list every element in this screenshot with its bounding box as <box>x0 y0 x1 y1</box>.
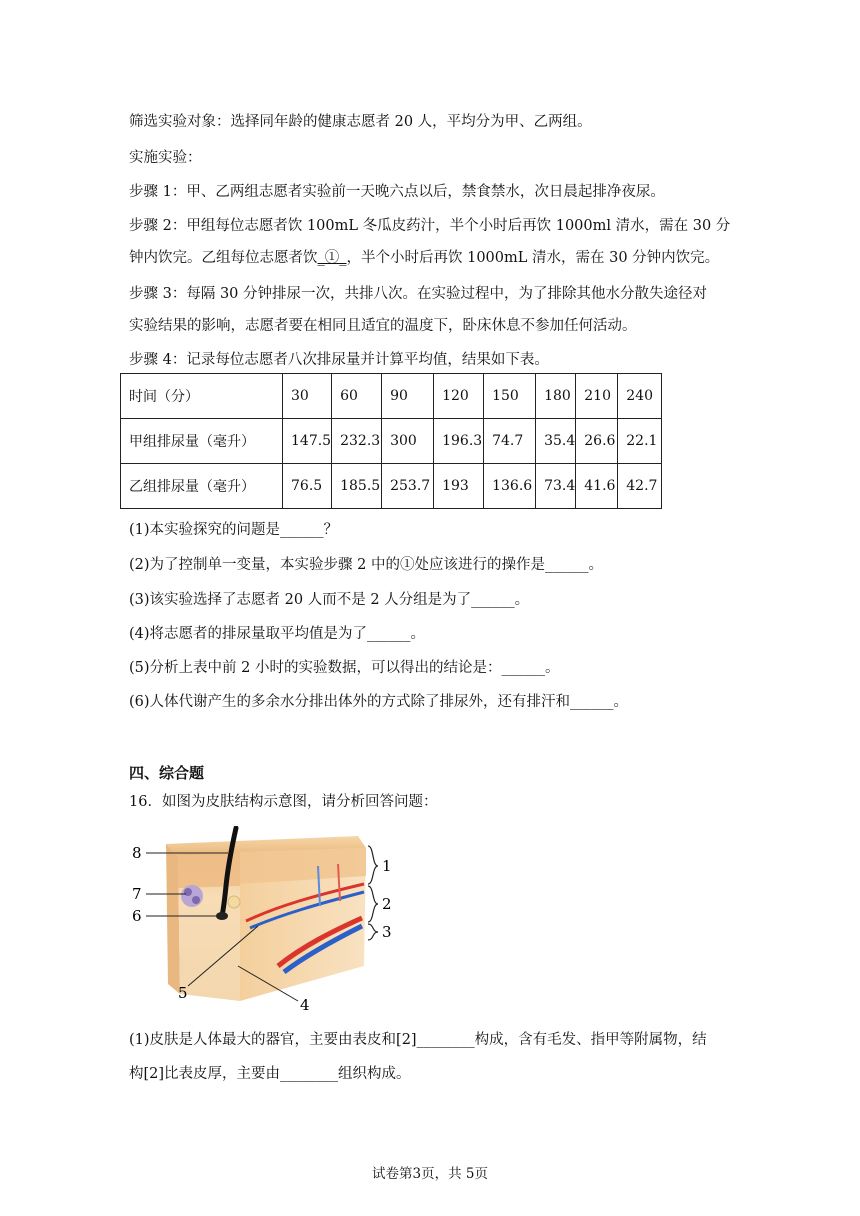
table-cell: 185.5 <box>332 464 382 509</box>
table-cell: 240 <box>618 374 662 419</box>
figure-label-8: 8 <box>132 844 142 862</box>
figure-label-7: 7 <box>132 885 142 903</box>
table-cell: 22.1 <box>618 419 662 464</box>
table-cell: 180 <box>536 374 576 419</box>
question-2: (2)为了控制单一变量，本实验步骤 2 中的①处应该进行的操作是______。 <box>129 557 603 573</box>
table-cell: 150 <box>484 374 536 419</box>
table-cell: 35.4 <box>536 419 576 464</box>
gland-shape <box>181 885 203 907</box>
step2-blank-marker: _①_ <box>317 250 347 266</box>
table-cell: 74.7 <box>484 419 536 464</box>
table-cell: 乙组排尿量（毫升） <box>121 464 283 509</box>
table-cell: 60 <box>332 374 382 419</box>
figure-label-5: 5 <box>178 984 188 1002</box>
step2-text-a: 钟内饮完。乙组每位志愿者饮 <box>129 250 318 266</box>
question-1: (1)本实验探究的问题是______？ <box>129 522 339 538</box>
subjects-paragraph: 筛选实验对象：选择同年龄的健康志愿者 20 人，平均分为甲、乙两组。 <box>129 114 592 130</box>
figure-label-2: 2 <box>382 895 392 913</box>
brace-2 <box>368 886 378 922</box>
table-cell: 300 <box>382 419 434 464</box>
step2-text-b: ，半个小时后再饮 1000mL 清水，需在 30 分钟内饮完。 <box>346 250 720 266</box>
q16-sub1-line2: 构[2]比表皮厚，主要由________组织构成。 <box>129 1066 411 1082</box>
table-cell: 232.3 <box>332 419 382 464</box>
brace-1 <box>368 846 378 884</box>
table-row <box>121 464 662 509</box>
question-4: (4)将志愿者的排尿量取平均值是为了______。 <box>129 626 426 642</box>
step3-line1: 步骤 3：每隔 30 分钟排尿一次，共排八次。在实验过程中，为了排除其他水分散失途径对 <box>129 286 707 302</box>
figure-label-4: 4 <box>300 996 310 1014</box>
question-5: (5)分析上表中前 2 小时的实验数据，可以得出的结论是：______。 <box>129 660 560 676</box>
table-cell: 73.4 <box>536 464 576 509</box>
table-cell: 253.7 <box>382 464 434 509</box>
urine-volume-table <box>120 373 662 509</box>
step1-paragraph: 步骤 1：甲、乙两组志愿者实验前一天晚六点以后，禁食禁水，次日晨起排净夜尿。 <box>129 184 665 200</box>
table-header-row <box>121 374 662 419</box>
figure-label-3: 3 <box>382 923 392 941</box>
figure-label-6: 6 <box>132 907 142 925</box>
brace-3 <box>368 924 378 940</box>
table-cell: 193 <box>434 464 484 509</box>
table-cell: 196.3 <box>434 419 484 464</box>
table-cell: 76.5 <box>283 464 332 509</box>
section-title: 四、综合题 <box>129 764 205 782</box>
table-cell: 147.5 <box>283 419 332 464</box>
table-cell: 30 <box>283 374 332 419</box>
implement-heading: 实施实验： <box>129 150 202 166</box>
question-3: (3)该实验选择了志愿者 20 人而不是 2 人分组是为了______。 <box>129 592 530 608</box>
table-cell: 时间（分） <box>121 374 283 419</box>
table-cell: 42.7 <box>618 464 662 509</box>
table-cell: 136.6 <box>484 464 536 509</box>
table-cell: 26.6 <box>576 419 618 464</box>
page-footer: 试卷第3页，共 5页 <box>372 1166 488 1182</box>
step3-line2: 实验结果的影响，志愿者要在相同且适宜的温度下，卧床休息不参加任何活动。 <box>129 318 637 334</box>
table-cell: 41.6 <box>576 464 618 509</box>
table-cell: 120 <box>434 374 484 419</box>
table-cell: 甲组排尿量（毫升） <box>121 419 283 464</box>
table-cell: 90 <box>382 374 434 419</box>
figure-label-1: 1 <box>382 857 392 875</box>
skin-structure-figure <box>128 826 398 1016</box>
question-6: (6)人体代谢产生的多余水分排出体外的方式除了排尿外，还有排汗和______。 <box>129 694 629 710</box>
step2-line2 <box>129 248 739 268</box>
q16-intro: 16．如图为皮肤结构示意图，请分析回答问题： <box>129 794 438 810</box>
step4-paragraph: 步骤 4：记录每位志愿者八次排尿量并计算平均值，结果如下表。 <box>129 352 549 368</box>
q16-sub1-line1: (1)皮肤是人体最大的器官，主要由表皮和[2]________构成，含有毛发、指甲等附属物，结 <box>129 1032 707 1048</box>
step2-line1: 步骤 2：甲组每位志愿者饮 100mL 冬瓜皮药汁，半个小时后再饮 1000ml 清水，需在 30 分 <box>129 218 731 234</box>
table-row <box>121 419 662 464</box>
table-cell: 210 <box>576 374 618 419</box>
